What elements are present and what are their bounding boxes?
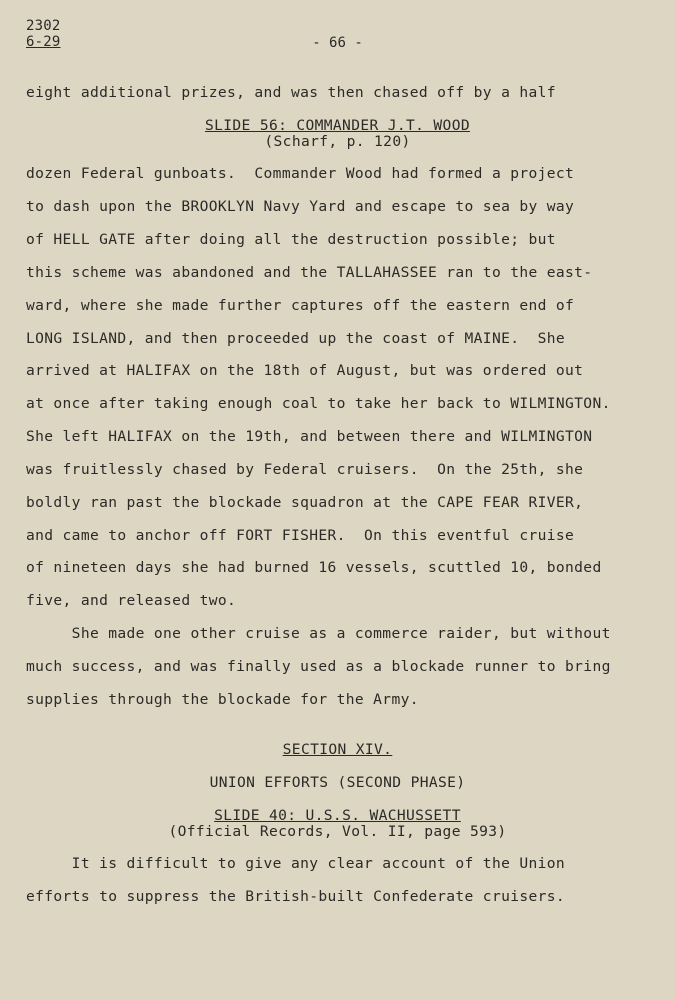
text-line: at once after taking enough coal to take her back to WILMINGTON. xyxy=(26,395,611,412)
text-line: boldly ran past the blockade squadron at the CAPE FEAR RIVER, xyxy=(26,494,584,511)
document-code-line2: 6-29 xyxy=(26,34,61,50)
text-line: It is difficult to give any clear account of the Union xyxy=(26,855,566,872)
text-line: of HELL GATE after doing all the destruction possible; but xyxy=(26,231,556,248)
text-line: LONG ISLAND, and then proceeded up the coast of MAINE. She xyxy=(26,330,566,347)
text-line: five, and released two. xyxy=(26,592,237,609)
text-line: much success, and was finally used as a blockade runner to bring xyxy=(26,658,611,675)
slide-56-title: SLIDE 56: COMMANDER J.T. WOOD xyxy=(205,117,470,134)
text-line: ward, where she made further captures off the eastern end of xyxy=(26,297,575,314)
slide-40-title: SLIDE 40: U.S.S. WACHUSSETT xyxy=(214,807,461,824)
text-line: arrived at HALIFAX on the 18th of August, but was ordered out xyxy=(26,362,584,379)
text-line: She left HALIFAX on the 19th, and between there and WILMINGTON xyxy=(26,428,593,445)
text-line: of nineteen days she had burned 16 vessels, scuttled 10, bonded xyxy=(26,559,602,576)
text-line: and came to anchor off FORT FISHER. On this eventful cruise xyxy=(26,527,575,544)
slide-56-source: (Scharf, p. 120) xyxy=(264,133,411,150)
section-subheading: UNION EFFORTS (SECOND PHASE) xyxy=(209,774,466,791)
text-line: dozen Federal gunboats. Commander Wood had formed a project xyxy=(26,165,575,182)
section-heading: SECTION XIV. xyxy=(282,741,393,758)
page-number: - 66 - xyxy=(312,35,363,51)
text-line: to dash upon the BROOKLYN Navy Yard and escape to sea by way xyxy=(26,198,575,215)
document-code-line1: 2302 xyxy=(26,18,61,34)
text-line: eight additional prizes, and was then chased off by a half xyxy=(26,84,556,101)
text-line: supplies through the blockade for the Army. xyxy=(26,691,419,708)
text-line: She made one other cruise as a commerce raider, but without xyxy=(26,625,611,642)
text-line: efforts to suppress the British-built Confederate cruisers. xyxy=(26,888,566,905)
slide-40-source: (Official Records, Vol. II, page 593) xyxy=(168,823,507,840)
text-line: this scheme was abandoned and the TALLAHASSEE ran to the east- xyxy=(26,264,593,281)
text-line: was fruitlessly chased by Federal cruisers. On the 25th, she xyxy=(26,461,584,478)
